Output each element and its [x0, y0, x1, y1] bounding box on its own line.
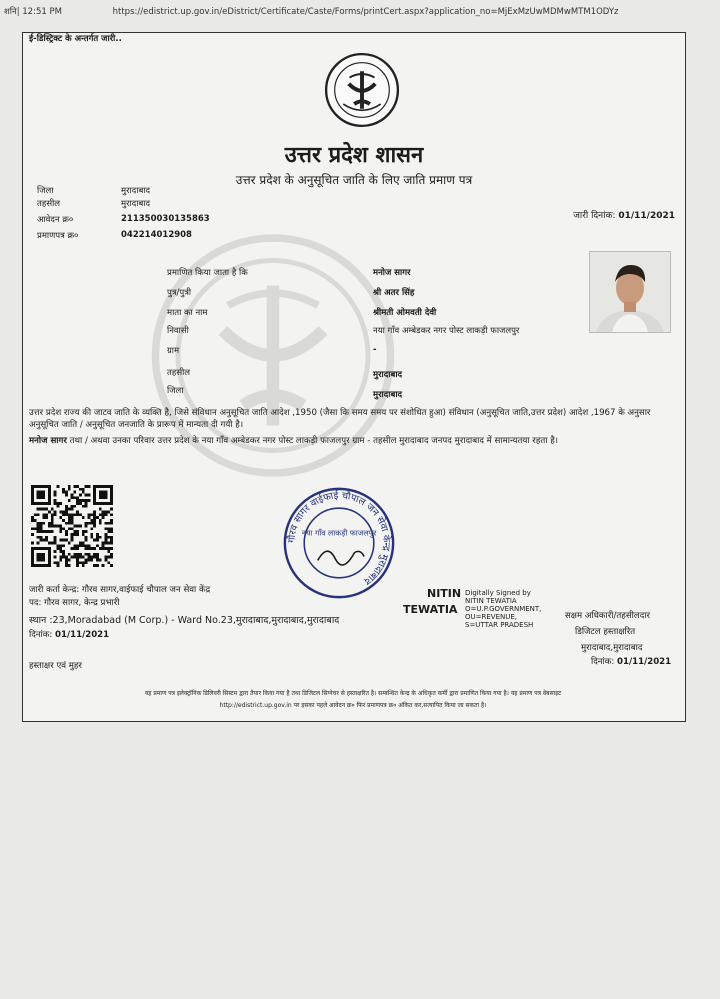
up-govt-emblem-icon	[323, 51, 401, 129]
label-tehsil: तहसील	[167, 368, 191, 378]
header-note: ई-डिस्ट्रिक्ट के अन्तर्गत जारी..	[29, 34, 122, 44]
issuer-seal-stamp	[281, 485, 397, 601]
signature-label: हस्ताक्षर एवं मुहर	[29, 661, 82, 671]
officer-date: दिनांक: 01/11/2021	[591, 657, 672, 667]
issuer-center: जारी कर्ता केन्द्र: गौरव सागर,वाईफाई चौपाल जन सेवा केंद्र	[29, 585, 211, 595]
issue-date: जारी दिनांक: 01/11/2021	[573, 211, 675, 221]
print-url[interactable]: https://edistrict.up.gov.in/eDistrict/Certificate/Caste/Forms/printCert.aspx?application_no=MjExMzUwMDMwMTM1ODYz	[112, 7, 619, 17]
officer-digital-signed: डिजिटल हस्ताक्षरित	[575, 627, 636, 637]
issuer-date: दिनांक: 01/11/2021	[29, 630, 110, 640]
certificate-frame: ई-डिस्ट्रिक्ट के अन्तर्गत जारी.. उत्तर प्रदेश शासन उत्तर प्रदेश के अनुसूचित जाति के लिए जाति प्रमाण पत्र जिला मुरादाबाद तहसील मुरादाबाद आवेदन क्र० 211350030135863 प्रमाणपत्र क्र० 042214012908 जारी दिनांक: 01/11/2021 प्रमाणित किया जाता है कि मनोज सागर पुत्र/पुत्री श्री अतर सिंह माता का नाम श्रीमती ओमवती देवी निवासी नया गाँव अम्बेडकर नगर पोस्ट लाकड़ी फाजलपुर ग्राम - तहसील मुरादाबाद जिला मुरादाबाद उत्तर प्रदेश राज्य की जाटव जाति के व्यक्ति है, जिसे संविधान अनुसूचित जाति आदेश ,1950 (जैसा कि समय समय पर संशोधित हुआ) संविधान (अनुसूचित जाति,उत्तर प्रदेश) आदेश ,1967 के अनुसार अनुसूचित जाति / अनुसूचित जनजाति के प्रारूप में मान्यता दी गयी है। मनोज सागर तथा / अथवा उनका परिवार उत्तर प्रदेश के नया गाँव अम्बेडकर नगर पोस्ट लाकड़ी फाजलपुर ग्राम - तहसील मुरादाबाद जनपद मुरादाबाद में सामान्यतया रहता है। गौरव सागर वाईफाई चौपाल जन सेवा केन्द्र मुरादाबाद नया गाँव लाकड़ी फाजलपुर जारी कर्ता केन्द्र: गौरव सागर,वाईफाई चौपाल जन सेवा केंद्र पद: गौरव सागर, केन्द्र प्रभारी स्थान :23,Moradabad (M Corp.) - Ward No.23,मुरादाबाद,मुरादाबाद,मुरादाबाद दिनांक: 01/11/2021 हस्ताक्षर एवं मुहर NITIN TEWATIA Digitally Signed by NITIN TEWATIA O=U.P.GOVERNMENT, OU=REVENUE, S=UTTAR PRADESH सक्षम अधिकारी/तहसीलदार डिजिटल हस्ताक्षरित मुरादाबाद,मुरादाबाद दिनांक: 01/11/2021 यह प्रमाण पत्र इलेक्ट्रॉनिक डिलिवरी सिस्टम द्वारा तैयार किया गया है तथा डिजिटल सिग्नेचर से हस्ताक्षरित है। सम्बन्धित केन्द्र के अधिकृत कर्मी द्वारा प्रमाणित किया गया है। यह प्रमाण पत्र वेबसाइट http://edistrict.up.gov.in पर इसका पहले आवेदन क्र० फिर प्रमाणपत्र क्र० अंकित कर,सत्यापित किया जा सकता है।	[22, 32, 686, 722]
svg-text:नया गाँव लाकड़ी फाजलपुर: नया गाँव लाकड़ी फाजलपुर	[301, 528, 377, 538]
page-subtitle: उत्तर प्रदेश के अनुसूचित जाति के लिए जाति प्रमाण पत्र	[235, 173, 473, 187]
label-village: ग्राम	[167, 346, 180, 356]
browser-print-header	[4, 6, 710, 17]
issuer-post: पद: गौरव सागर, केन्द्र प्रभारी	[29, 598, 120, 608]
person-photo-icon	[590, 252, 670, 332]
footer-note-line1: यह प्रमाण पत्र इलेक्ट्रॉनिक डिलिवरी सिस्टम द्वारा तैयार किया गया है तथा डिजिटल सिग्नेचर से हस्ताक्षरित है। सम्बन्धित केन्द्र के अधिकृत कर्मी द्वारा प्रमाणित किया गया है। यह प्रमाण पत्र वेबसाइट	[144, 690, 562, 697]
issuer-place: स्थान :23,Moradabad (M Corp.) - Ward No.23,मुरादाबाद,मुरादाबाद,मुरादाबाद	[29, 615, 340, 626]
value-father: श्री अतर सिंह	[373, 288, 415, 298]
value-mother: श्रीमती ओमवती देवी	[373, 308, 437, 318]
signer-first-name: NITIN	[427, 587, 462, 600]
digital-signature-block: Digitally Signed by NITIN TEWATIA O=U.P.GOVERNMENT, OU=REVENUE, S=UTTAR PRADESH	[465, 589, 542, 629]
print-time: शनि| 12:51 PM	[4, 7, 62, 17]
page-title: उत्तर प्रदेश शासन	[284, 142, 424, 168]
residence-statement: मनोज सागर तथा / अथवा उनका परिवार उत्तर प्रदेश के नया गाँव अम्बेडकर नगर पोस्ट लाकड़ी फाजलपुर ग्राम - तहसील मुरादाबाद जनपद मुरादाबाद में सामान्यतया रहता है।	[29, 436, 559, 446]
value-name: मनोज सागर	[373, 268, 411, 278]
officer-title: सक्षम अधिकारी/तहसीलदार	[565, 611, 651, 621]
value-district: मुरादाबाद	[373, 390, 403, 400]
applicant-photo	[589, 251, 671, 333]
footer-note-line2: http://edistrict.up.gov.in पर इसका पहले आवेदन क्र० फिर प्रमाणपत्र क्र० अंकित कर,सत्यापित किया जा सकता है।	[219, 702, 487, 709]
caste-statement: उत्तर प्रदेश राज्य की जाटव जाति के व्यक्ति है, जिसे संविधान अनुसूचित जाति आदेश ,1950 (जैसा कि समय समय पर संशोधित हुआ) संविधान (अनुसूचित जाति,उत्तर प्रदेश) आदेश ,1967 के अनुसार अनुसूचित जाति / अनुसूचित जनजाति के प्रारूप में मान्यता दी गयी है।	[29, 408, 651, 430]
resident-name: मनोज सागर	[29, 436, 67, 446]
label-mother: माता का नाम	[167, 308, 208, 318]
label-certified: प्रमाणित किया जाता है कि	[167, 268, 248, 278]
qr-code-icon	[29, 485, 115, 567]
value-village: -	[373, 345, 377, 355]
value-address: नया गाँव अम्बेडकर नगर पोस्ट लाकड़ी फाजलपुर	[373, 326, 520, 336]
label-resident: निवासी	[167, 326, 189, 336]
label-district: जिला	[167, 386, 184, 396]
value-tehsil: मुरादाबाद	[373, 370, 403, 380]
label-child-of: पुत्र/पुत्री	[167, 288, 192, 298]
officer-place: मुरादाबाद,मुरादाबाद	[581, 643, 643, 653]
signer-last-name: TEWATIA	[403, 603, 458, 616]
svg-text:गौरव सागर वाईफाई चौपाल जन सेवा: गौरव सागर वाईफाई चौपाल जन सेवा केन्द्र मुरादाबाद	[286, 490, 392, 587]
